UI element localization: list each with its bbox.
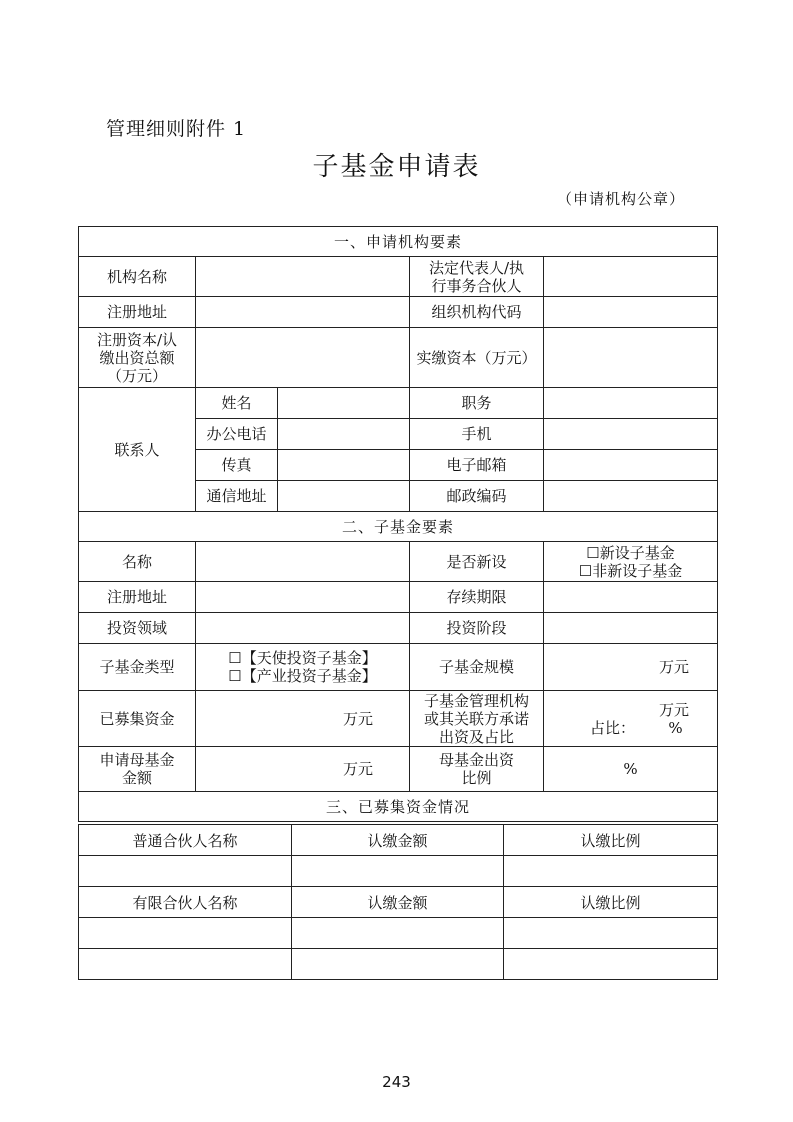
section2-title: 二、子基金要素 xyxy=(79,512,718,542)
label-fund-type: 子基金类型 xyxy=(79,644,196,691)
field-raised[interactable]: 万元 xyxy=(196,691,410,747)
field-invest-field[interactable] xyxy=(196,613,410,644)
checkbox-industry-fund[interactable]: ☐【产业投资子基金】 xyxy=(228,667,377,685)
field-mother-ratio[interactable]: % xyxy=(544,747,718,792)
header-gp-amount: 认缴金额 xyxy=(292,825,504,856)
label-position: 职务 xyxy=(410,388,544,419)
lp-name-cell[interactable] xyxy=(79,918,292,949)
field-mother-amount[interactable]: 万元 xyxy=(196,747,410,792)
field-fax[interactable] xyxy=(278,450,410,481)
annex-label: 管理细则附件 1 xyxy=(106,118,247,140)
label-fund-name: 名称 xyxy=(79,542,196,582)
label-contact: 联系人 xyxy=(79,388,196,512)
label-org-code: 组织机构代码 xyxy=(410,297,544,328)
lp-name-cell[interactable] xyxy=(79,949,292,980)
field-is-new[interactable] xyxy=(544,542,718,582)
mgr-commit-ratio: 占比： % xyxy=(590,718,683,737)
section3-title: 三、已募集资金情况 xyxy=(79,792,718,822)
field-contact-name[interactable] xyxy=(278,388,410,419)
field-fund-scale[interactable]: 万元 xyxy=(544,644,718,691)
label-email: 电子邮箱 xyxy=(410,450,544,481)
lp-ratio-cell[interactable] xyxy=(504,918,718,949)
header-lp-amount: 认缴金额 xyxy=(292,887,504,918)
label-is-new: 是否新设 xyxy=(410,542,544,582)
header-lp-ratio: 认缴比例 xyxy=(504,887,718,918)
checkbox-new-fund[interactable]: ☐新设子基金 xyxy=(586,543,675,562)
field-fund-name[interactable] xyxy=(196,542,410,582)
field-mail-address[interactable] xyxy=(278,481,410,512)
field-fund-type[interactable] xyxy=(196,644,410,691)
field-postcode[interactable] xyxy=(544,481,718,512)
field-org-name[interactable] xyxy=(196,257,410,297)
label-raised: 已募集资金 xyxy=(79,691,196,747)
form-title: 子基金申请表 xyxy=(312,152,481,182)
label-duration: 存续期限 xyxy=(410,582,544,613)
label-mother-amount: 申请母基金 金额 xyxy=(79,747,196,792)
label-legal-rep: 法定代表人/执 行事务合伙人 xyxy=(410,257,544,297)
label-mail-address: 通信地址 xyxy=(196,481,278,512)
label-paid-capital: 实缴资本（万元） xyxy=(410,328,544,388)
label-fax: 传真 xyxy=(196,450,278,481)
field-reg-address[interactable] xyxy=(196,297,410,328)
field-mgr-commit[interactable] xyxy=(544,691,718,747)
lp-amount-cell[interactable] xyxy=(292,949,504,980)
section1-title: 一、申请机构要素 xyxy=(79,227,718,257)
field-legal-rep[interactable] xyxy=(544,257,718,297)
field-invest-stage[interactable] xyxy=(544,613,718,644)
partners-table xyxy=(78,824,718,980)
label-invest-field: 投资领域 xyxy=(79,613,196,644)
page-number: 243 xyxy=(382,1073,411,1091)
field-reg-capital[interactable] xyxy=(196,328,410,388)
header-gp-ratio: 认缴比例 xyxy=(504,825,718,856)
field-email[interactable] xyxy=(544,450,718,481)
field-org-code[interactable] xyxy=(544,297,718,328)
label-mobile: 手机 xyxy=(410,419,544,450)
field-office-phone[interactable] xyxy=(278,419,410,450)
field-paid-capital[interactable] xyxy=(544,328,718,388)
lp-ratio-cell[interactable] xyxy=(504,949,718,980)
label-org-name: 机构名称 xyxy=(79,257,196,297)
label-fund-scale: 子基金规模 xyxy=(410,644,544,691)
checkbox-angel-fund[interactable]: ☐【天使投资子基金】 xyxy=(228,649,377,667)
field-duration[interactable] xyxy=(544,582,718,613)
mgr-commit-unit: 万元 xyxy=(659,700,690,719)
label-reg-capital: 注册资本/认 缴出资总额 （万元） xyxy=(79,328,196,388)
header-lp-name: 有限合伙人名称 xyxy=(79,887,292,918)
label-postcode: 邮政编码 xyxy=(410,481,544,512)
label-fund-reg-address: 注册地址 xyxy=(79,582,196,613)
label-invest-stage: 投资阶段 xyxy=(410,613,544,644)
field-position[interactable] xyxy=(544,388,718,419)
header-gp-name: 普通合伙人名称 xyxy=(79,825,292,856)
field-fund-reg-address[interactable] xyxy=(196,582,410,613)
gp-name-cell[interactable] xyxy=(79,856,292,887)
lp-amount-cell[interactable] xyxy=(292,918,504,949)
gp-ratio-cell[interactable] xyxy=(504,856,718,887)
label-mother-ratio: 母基金出资 比例 xyxy=(410,747,544,792)
label-mgr-commit: 子基金管理机构 或其关联方承诺 出资及占比 xyxy=(410,691,544,747)
label-reg-address: 注册地址 xyxy=(79,297,196,328)
seal-note: （申请机构公章） xyxy=(556,190,685,208)
checkbox-not-new-fund[interactable]: ☐非新设子基金 xyxy=(578,561,683,580)
application-table xyxy=(78,226,718,822)
gp-amount-cell[interactable] xyxy=(292,856,504,887)
label-contact-name: 姓名 xyxy=(196,388,278,419)
label-office-phone: 办公电话 xyxy=(196,419,278,450)
field-mobile[interactable] xyxy=(544,419,718,450)
